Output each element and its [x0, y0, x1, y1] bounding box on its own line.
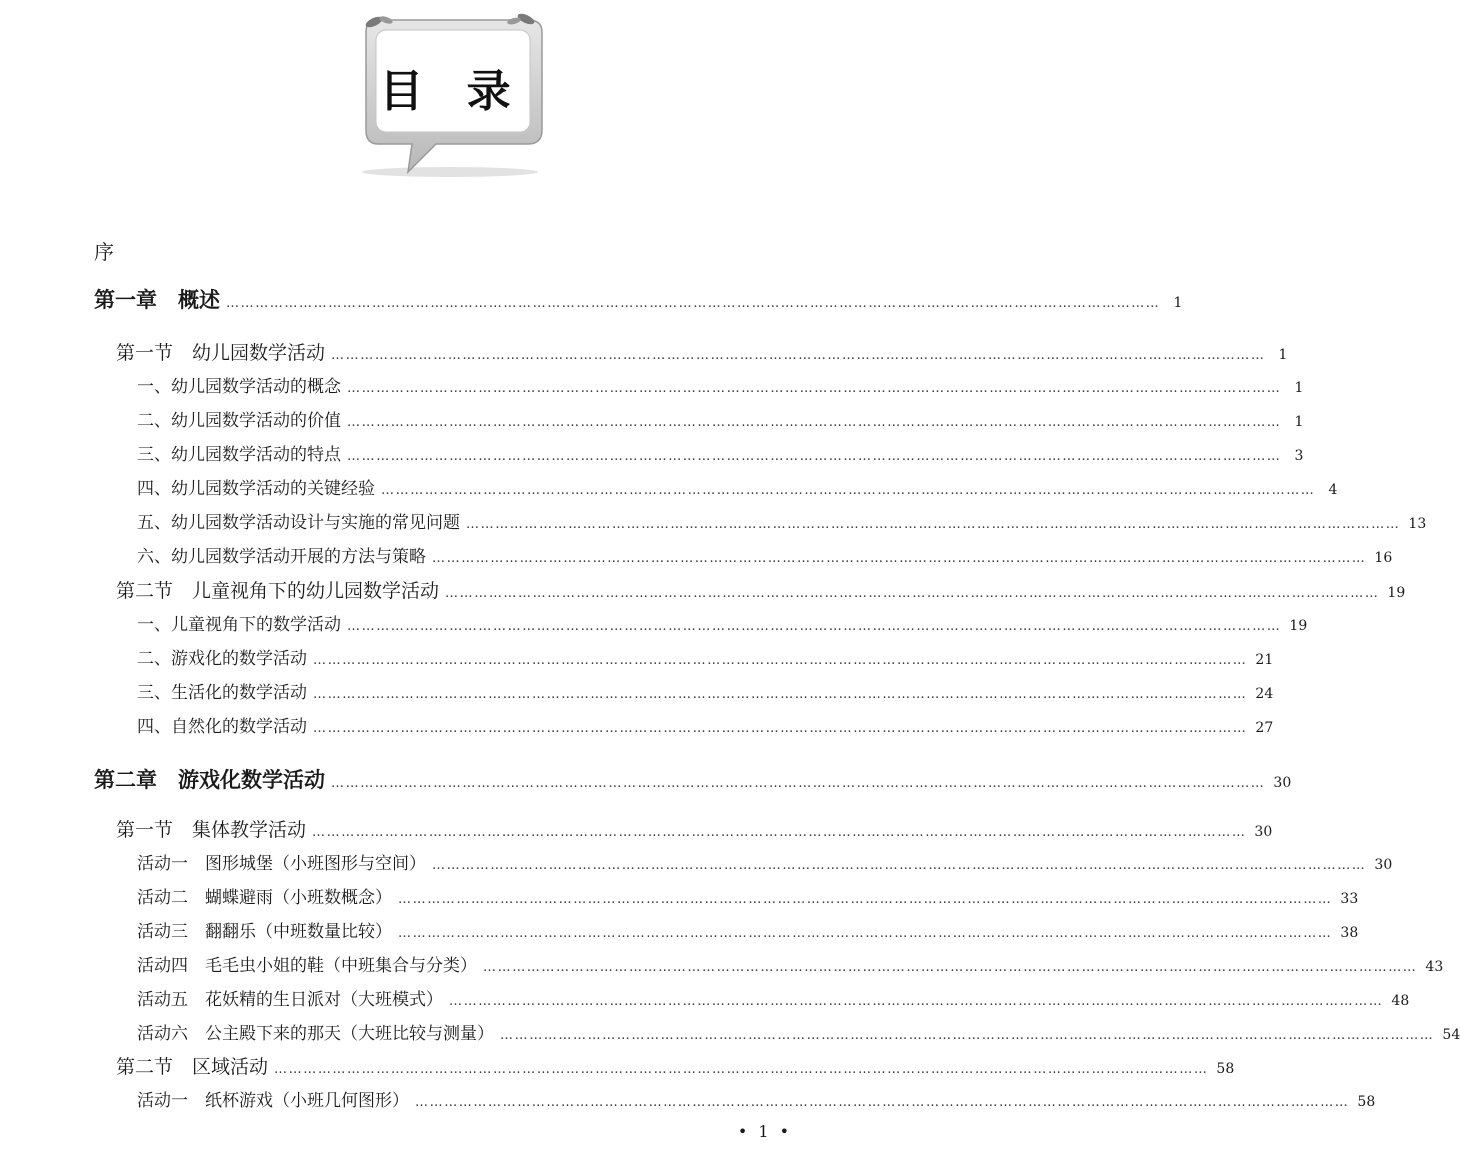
toc-page-number: 58	[1216, 1061, 1235, 1077]
dot-leader: …………………………………………………………………………………………………………………………………………………………………………	[274, 1062, 1209, 1077]
toc-page-number: 16	[1374, 550, 1393, 566]
toc-item-row	[137, 678, 1274, 703]
toc-page-number: 13	[1408, 516, 1427, 532]
dot-leader: …………………………………………………………………………………………………………………………………………………………………………	[313, 721, 1248, 736]
toc-page-number: 19	[1289, 618, 1308, 634]
toc-page-number: 48	[1391, 993, 1410, 1009]
dot-leader: …………………………………………………………………………………………………………………………………………………………………………	[313, 687, 1248, 702]
toc-entry-title: 六、幼儿园数学活动开展的方法与策略	[137, 547, 426, 567]
toc-page-number: 58	[1357, 1094, 1376, 1110]
dot-leader: …………………………………………………………………………………………………………………………………………………………………………	[500, 1028, 1435, 1043]
toc-item-row	[137, 951, 1444, 976]
preface-label: 序	[94, 240, 114, 264]
dot-leader: …………………………………………………………………………………………………………………………………………………………………………	[347, 619, 1282, 634]
toc-page-number: 38	[1340, 925, 1359, 941]
toc-section-row	[116, 576, 1406, 603]
toc-entry-title: 第二节 儿童视角下的幼儿园数学活动	[116, 580, 440, 602]
toc-item-row	[137, 644, 1274, 669]
toc-page-number: 54	[1442, 1027, 1460, 1043]
dot-leader: …………………………………………………………………………………………………………………………………………………………………………	[331, 348, 1266, 363]
toc-section-row	[116, 338, 1288, 365]
dot-leader: …………………………………………………………………………………………………………………………………………………………………………	[226, 296, 1161, 311]
toc-entry-title: 活动一 图形城堡（小班图形与空间）	[137, 854, 426, 874]
dot-leader: …………………………………………………………………………………………………………………………………………………………………………	[398, 892, 1333, 907]
toc-page-number: 27	[1255, 720, 1274, 736]
dot-leader: …………………………………………………………………………………………………………………………………………………………………………	[347, 449, 1282, 464]
toc-entry-title: 活动四 毛毛虫小姐的鞋（中班集合与分类）	[137, 956, 477, 976]
toc-entry-title: 五、幼儿园数学活动设计与实施的常见问题	[137, 513, 460, 533]
toc-entry-title: 三、幼儿园数学活动的特点	[137, 445, 341, 465]
toc-item-row	[137, 1086, 1376, 1111]
toc-entry-title: 活动三 翻翻乐（中班数量比较）	[137, 922, 392, 942]
toc-entry-title: 四、幼儿园数学活动的关键经验	[137, 479, 375, 499]
toc-item-row	[137, 542, 1393, 567]
dot-leader: …………………………………………………………………………………………………………………………………………………………………………	[347, 381, 1282, 396]
toc-entry-title: 第二节 区域活动	[116, 1056, 269, 1078]
toc-section-row	[116, 815, 1273, 842]
toc-entry-title: 二、游戏化的数学活动	[137, 649, 307, 669]
toc-item-row	[137, 440, 1304, 465]
toc-entry-title: 第二章 游戏化数学活动	[94, 768, 325, 792]
toc-item-row	[137, 474, 1338, 499]
toc-entry-title: 三、生活化的数学活动	[137, 683, 307, 703]
dot-leader: …………………………………………………………………………………………………………………………………………………………………………	[347, 415, 1282, 430]
toc-entry-title: 活动二 蝴蝶避雨（小班数概念）	[137, 888, 392, 908]
toc-page-number: 1	[1173, 295, 1183, 311]
toc-page-number: 19	[1387, 585, 1406, 601]
toc-item-row	[137, 1019, 1460, 1044]
toc-chapter-row	[94, 284, 1183, 314]
toc-page-number: 33	[1340, 891, 1359, 907]
toc-page-number: 43	[1425, 959, 1444, 975]
toc-page-number: 3	[1294, 448, 1304, 464]
page-title: 目 录	[379, 66, 525, 117]
toc-page-number: 4	[1328, 482, 1338, 498]
toc-entry-title: 第一节 集体教学活动	[116, 819, 307, 841]
dot-leader: …………………………………………………………………………………………………………………………………………………………………………	[432, 858, 1367, 873]
toc-entry-title: 第一节 幼儿园数学活动	[116, 342, 326, 364]
toc-item-row	[137, 406, 1304, 431]
toc-page-number: 24	[1255, 686, 1274, 702]
toc-item-row	[137, 849, 1393, 874]
toc-entry-title: 活动五 花妖精的生日派对（大班模式）	[137, 990, 443, 1010]
toc-page-number: 30	[1374, 857, 1393, 873]
page-number: • 1 •	[737, 1122, 793, 1141]
toc-item-row	[137, 610, 1308, 635]
dot-leader: …………………………………………………………………………………………………………………………………………………………………………	[466, 517, 1401, 532]
toc-page-number: 1	[1294, 414, 1304, 430]
toc-item-row	[137, 883, 1359, 908]
dot-leader: …………………………………………………………………………………………………………………………………………………………………………	[381, 483, 1316, 498]
dot-leader: …………………………………………………………………………………………………………………………………………………………………………	[398, 926, 1333, 941]
toc-entry-title: 一、儿童视角下的数学活动	[137, 615, 341, 635]
toc-entry-title: 四、自然化的数学活动	[137, 717, 307, 737]
toc-item-row	[137, 372, 1304, 397]
toc-item-row	[137, 712, 1274, 737]
toc-page-number: 21	[1255, 652, 1274, 668]
dot-leader: …………………………………………………………………………………………………………………………………………………………………………	[449, 994, 1384, 1009]
toc-item-row	[137, 508, 1427, 533]
dot-leader: …………………………………………………………………………………………………………………………………………………………………………	[313, 653, 1248, 668]
toc-entry-title: 第一章 概述	[94, 288, 220, 312]
dot-leader: …………………………………………………………………………………………………………………………………………………………………………	[312, 825, 1247, 840]
dot-leader: …………………………………………………………………………………………………………………………………………………………………………	[445, 586, 1380, 601]
toc-item-row	[137, 985, 1410, 1010]
toc-page-number: 30	[1254, 824, 1273, 840]
dot-leader: …………………………………………………………………………………………………………………………………………………………………………	[415, 1095, 1350, 1110]
toc-section-row	[116, 1052, 1235, 1079]
dot-leader: …………………………………………………………………………………………………………………………………………………………………………	[432, 551, 1367, 566]
toc-page-number: 1	[1278, 347, 1288, 363]
toc-page-number: 30	[1273, 775, 1292, 791]
toc-entry-title: 一、幼儿园数学活动的概念	[137, 377, 341, 397]
toc-entry-title: 活动一 纸杯游戏（小班几何图形）	[137, 1091, 409, 1111]
toc-page-number: 1	[1294, 380, 1304, 396]
toc-item-row	[137, 917, 1359, 942]
toc-chapter-row	[94, 764, 1292, 794]
dot-leader: …………………………………………………………………………………………………………………………………………………………………………	[483, 960, 1418, 975]
toc-entry-title: 二、幼儿园数学活动的价值	[137, 411, 341, 431]
dot-leader: …………………………………………………………………………………………………………………………………………………………………………	[331, 776, 1266, 791]
toc-entry-title: 活动六 公主殿下来的那天（大班比较与测量）	[137, 1024, 494, 1044]
